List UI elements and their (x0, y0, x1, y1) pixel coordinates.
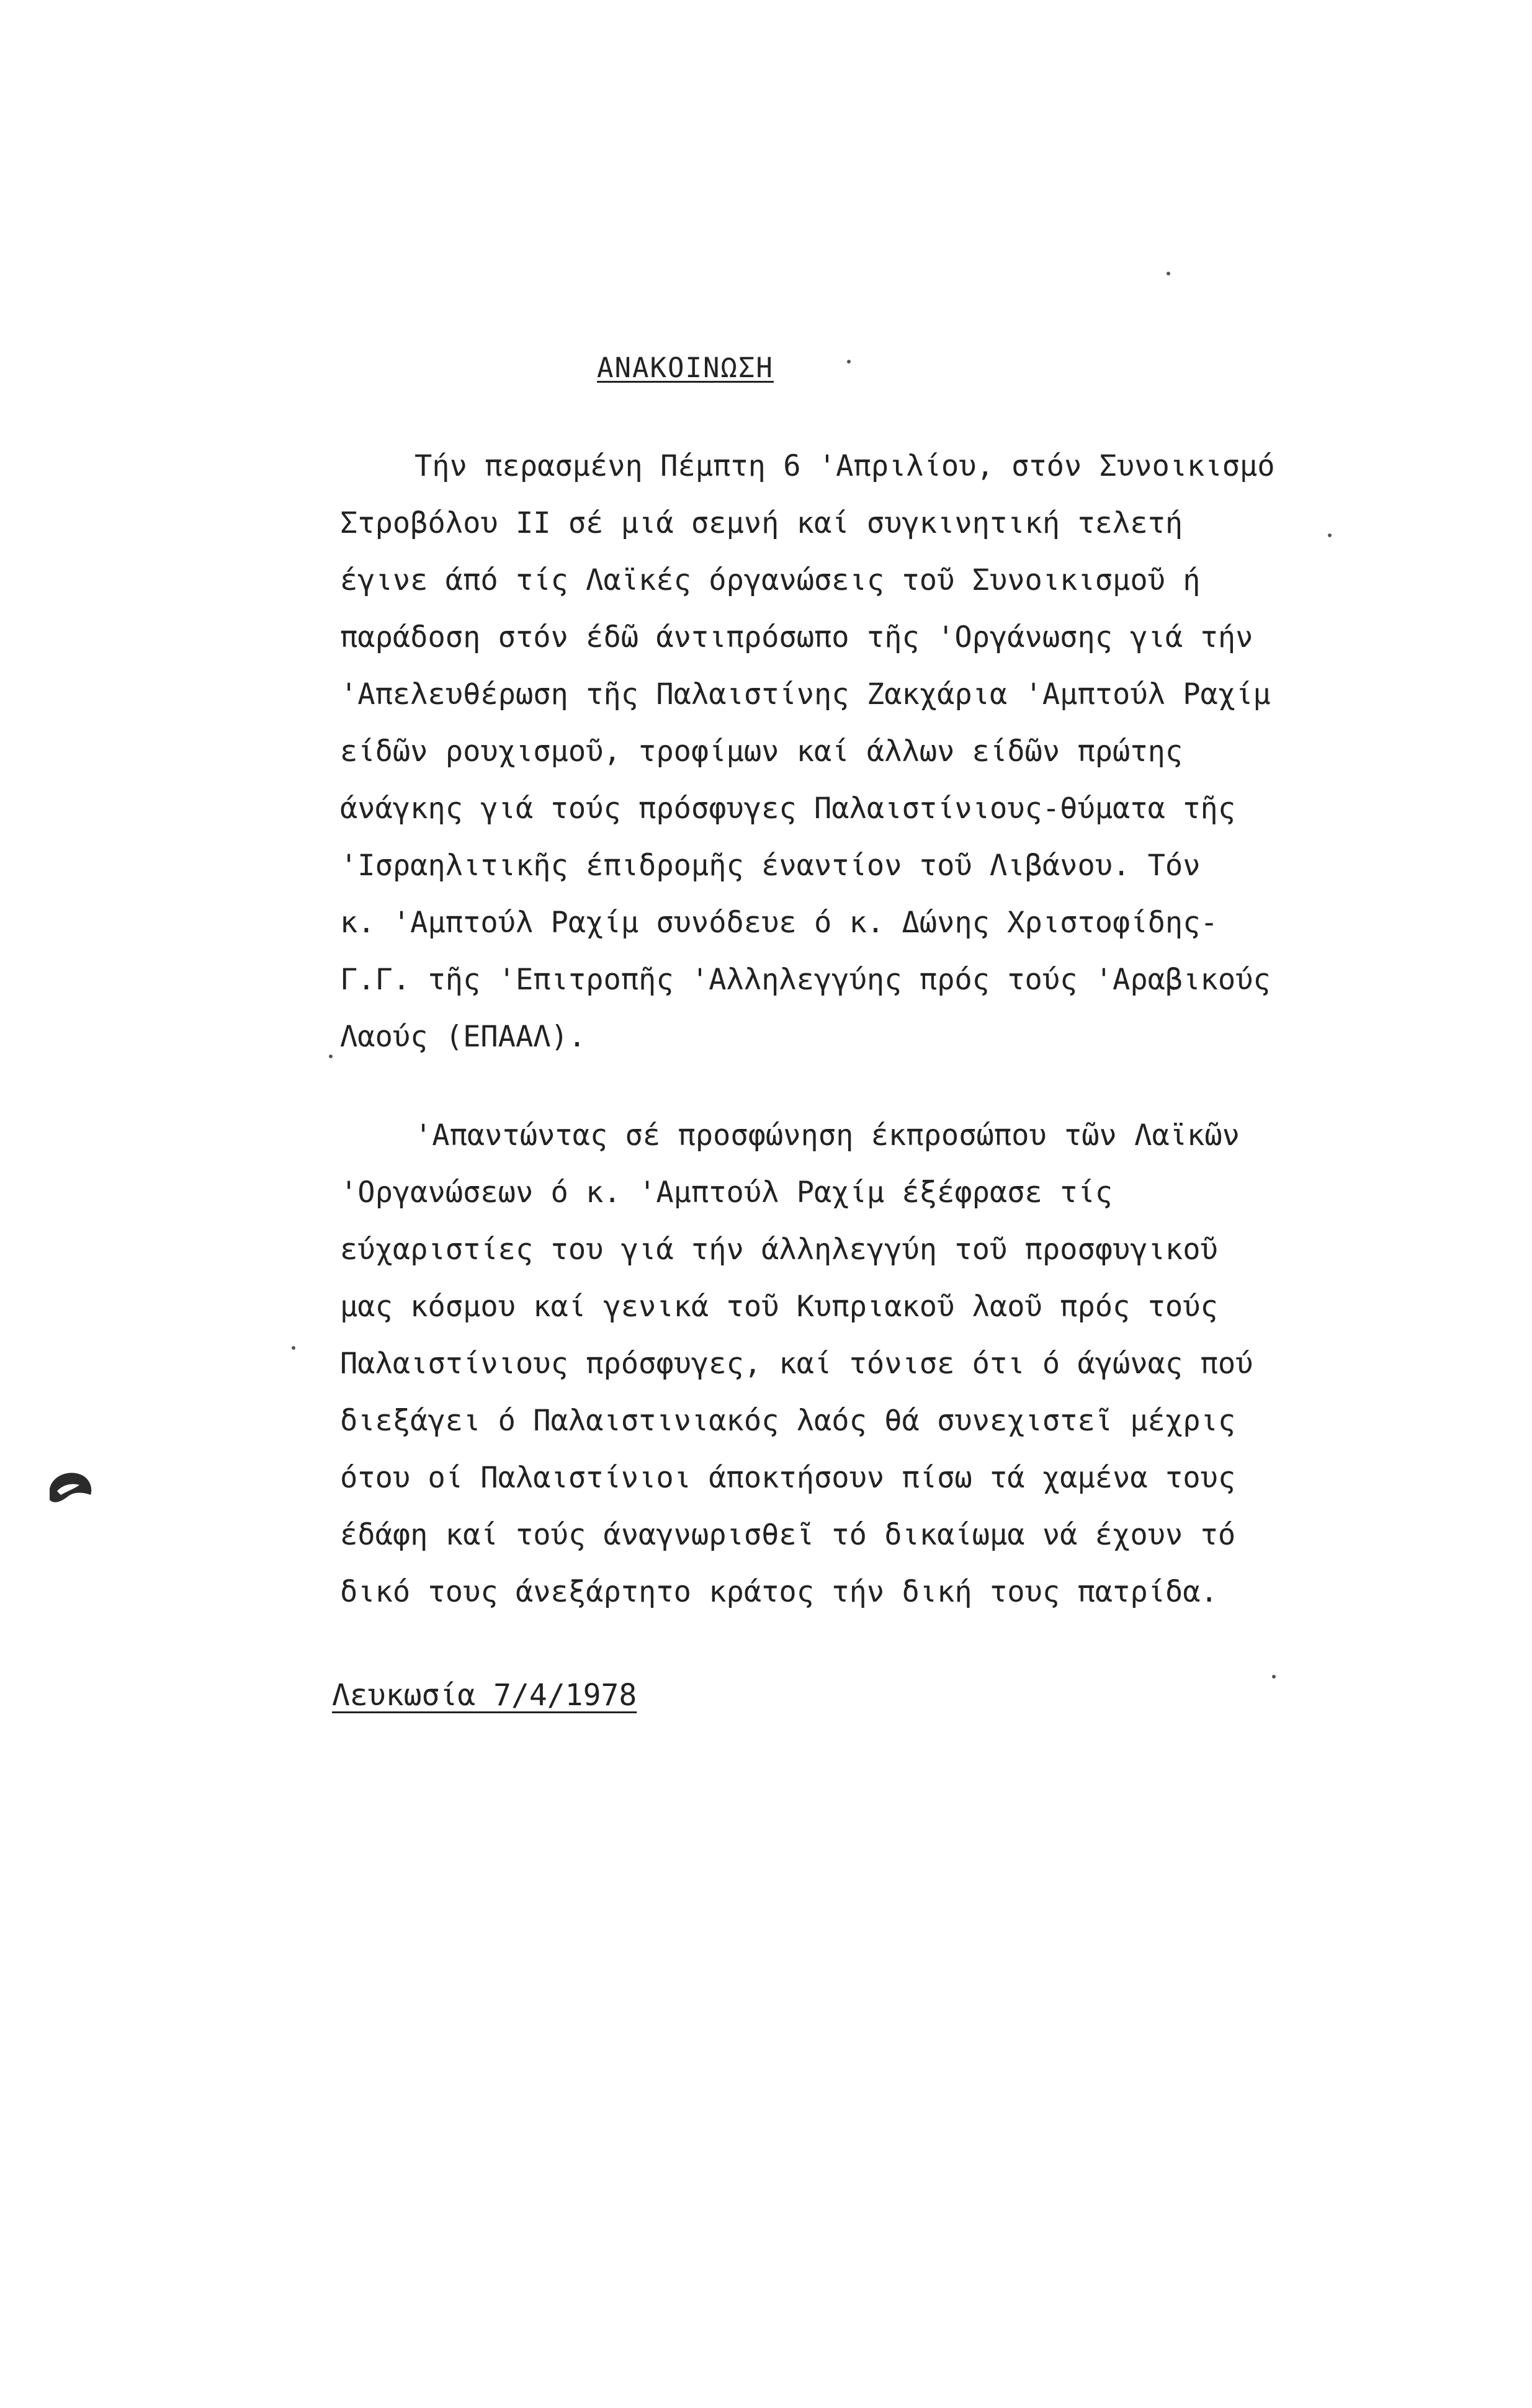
scan-speck (292, 1346, 295, 1350)
scan-speck (847, 360, 851, 363)
text-line: έδάφη καί τούς άναγνωρισθεῖ τό δικαίωμα νά έχουν τό (340, 1518, 1236, 1552)
text-line: παράδοση στόν έδῶ άντιπρόσωπο τῆς 'Οργάνωσης γιά τήν (340, 620, 1253, 654)
text-line: εύχαριστίες του γιά τήν άλληλεγγύη τοῦ προσφυγικοῦ (340, 1233, 1218, 1267)
text-line: άνάγκης γιά τούς πρόσφυγες Παλαιστίνιους-θύματα τῆς (340, 792, 1236, 826)
text-line: κ. 'Αμπτούλ Ραχίμ συνόδευε ό κ. Δώνης Χριστοφίδης- (340, 906, 1218, 940)
place-date-signature: Λευκωσία 7/4/1978 (332, 1678, 637, 1713)
text-line: 'Απαντώντας σέ προσφώνηση έκπροσώπου τῶν Λαϊκῶν (414, 1118, 1240, 1153)
paragraph-1 (340, 438, 1345, 1066)
text-line: Στροβόλου ΙΙ σέ μιά σεμνή καί συγκινητική τελετή (340, 506, 1183, 540)
text-line: έγινε άπό τίς Λαϊκές όργανώσεις τοῦ Συνοικισμοῦ ή (340, 563, 1201, 597)
text-line: είδῶν ρουχισμοῦ, τροφίμων καί άλλων είδῶν πρώτης (340, 734, 1183, 769)
text-line: δικό τους άνεξάρτητο κράτος τήν δική τους πατρίδα. (340, 1575, 1218, 1609)
text-line: Γ.Γ. τῆς 'Επιτροπῆς 'Αλληλεγγύης πρός τούς 'Αραβικούς (340, 963, 1271, 997)
scan-speck (1272, 1675, 1276, 1679)
text-line: Τήν περασμένη Πέμπτη 6 'Απριλίου, στόν Συνοικισμό (414, 449, 1275, 483)
text-line: Λαούς (ΕΠΑΑΛ). (340, 1020, 586, 1054)
text-line: Παλαιστίνιους πρόσφυγες, καί τόνισε ότι ό άγώνας πού (340, 1347, 1253, 1381)
text-line: 'Απελευθέρωση τῆς Παλαιστίνης Ζακχάρια 'Αμπτούλ Ραχίμ (340, 677, 1271, 711)
paragraph-2 (340, 1107, 1345, 1621)
text-line: διεξάγει ό Παλαιστινιακός λαός θά συνεχιστεῖ μέχρις (340, 1404, 1236, 1438)
text-line: μας κόσμου καί γενικά τοῦ Κυπριακοῦ λαοῦ πρός τούς (340, 1290, 1218, 1324)
document-title: ΑΝΑΚΟΙΝΩΣΗ (597, 352, 774, 384)
text-line: ότου οί Παλαιστίνιοι άποκτήσουν πίσω τά χαμένα τους (340, 1461, 1236, 1495)
scan-speck (1167, 272, 1170, 275)
text-line: 'Οργανώσεων ό κ. 'Αμπτούλ Ραχίμ έξέφρασε τίς (340, 1175, 1113, 1210)
scan-speck (329, 1055, 333, 1058)
text-line: 'Ισραηλιτικῆς έπιδρομῆς έναντίον τοῦ Λιβάνου. Τόν (340, 849, 1201, 883)
punch-hole-mark (43, 1464, 97, 1517)
scan-speck (1328, 533, 1332, 537)
